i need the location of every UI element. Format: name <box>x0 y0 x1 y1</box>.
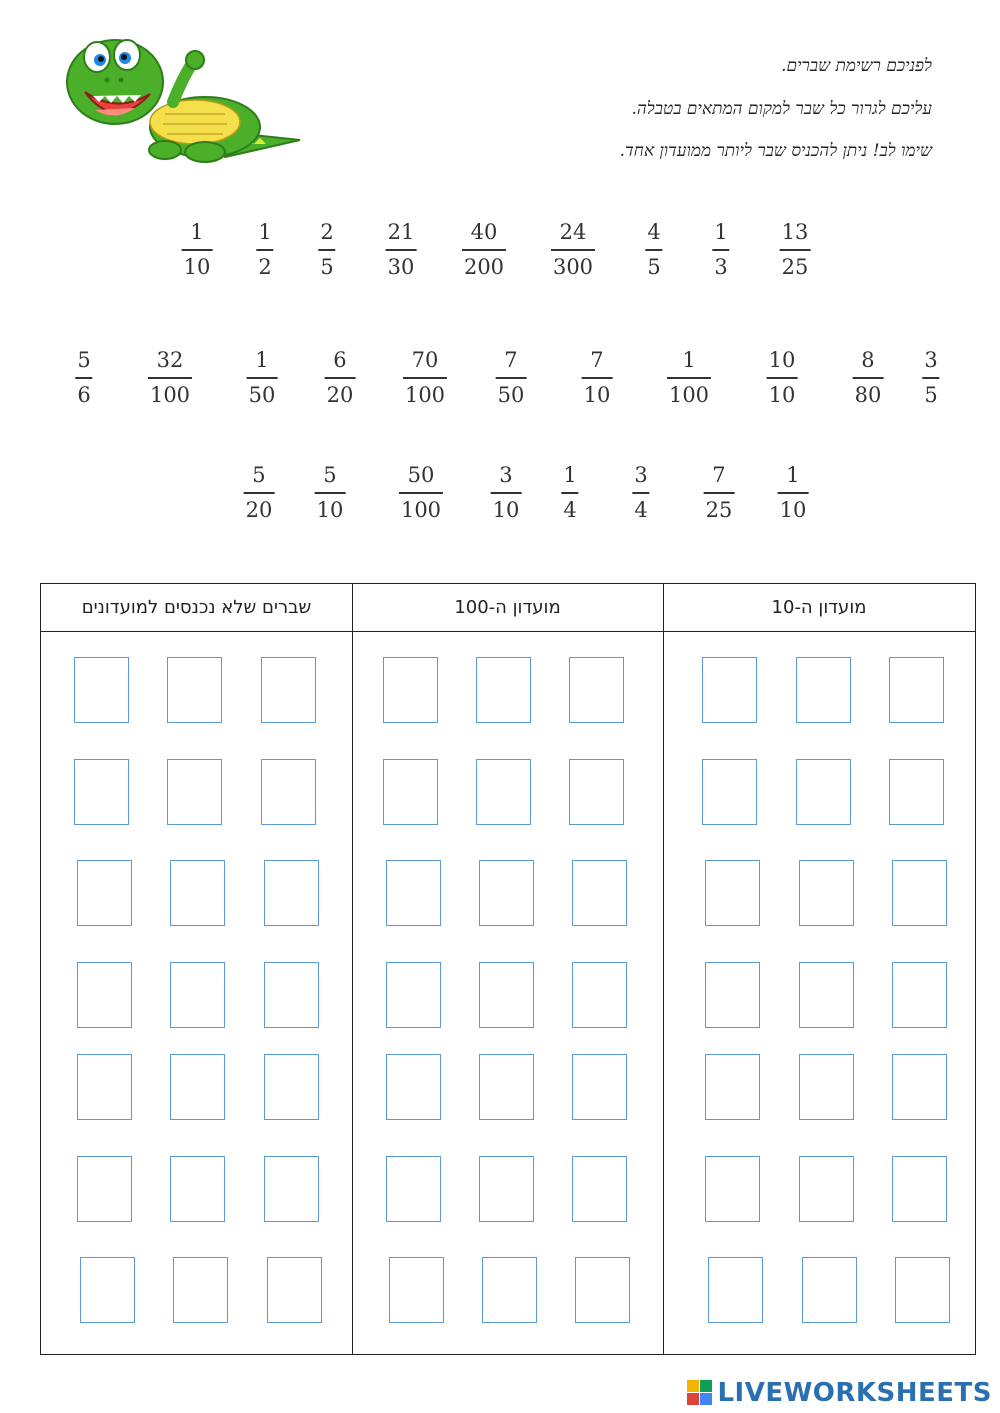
drop-slot-club-10[interactable] <box>796 657 851 723</box>
fraction-tile[interactable] <box>778 465 809 521</box>
fraction-tile[interactable] <box>247 350 278 406</box>
fraction-denominator: 10 <box>768 383 796 407</box>
fraction-numerator: 8 <box>861 348 875 372</box>
fraction-denominator: 2 <box>258 255 272 279</box>
drop-slot-club-100[interactable] <box>476 759 531 825</box>
fraction-denominator: 100 <box>149 383 191 407</box>
drop-slot-club-100[interactable] <box>482 1257 537 1323</box>
header-club-100: מועדון ה-100 <box>454 597 561 618</box>
drop-slot-club-100[interactable] <box>572 1156 627 1222</box>
drop-slot-club-10[interactable] <box>705 1054 760 1120</box>
fraction-denominator: 25 <box>781 255 809 279</box>
fraction-numerator: 1 <box>563 463 577 487</box>
fraction-numerator: 5 <box>323 463 337 487</box>
fraction-denominator: 100 <box>404 383 446 407</box>
drop-slot-not-in-clubs[interactable] <box>261 657 316 723</box>
fraction-tile[interactable] <box>491 465 522 521</box>
drop-slot-club-100[interactable] <box>569 657 624 723</box>
fraction-numerator: 40 <box>470 220 498 244</box>
header-divider <box>41 631 975 632</box>
fraction-denominator: 80 <box>854 383 882 407</box>
fraction-denominator: 25 <box>705 498 733 522</box>
drop-slot-club-10[interactable] <box>892 1054 947 1120</box>
drop-slot-club-100[interactable] <box>572 1054 627 1120</box>
fraction-denominator: 10 <box>492 498 520 522</box>
header-not-in-clubs: שברים שלא נכנסים למועדונים <box>81 597 312 618</box>
drop-slot-club-10[interactable] <box>799 962 854 1028</box>
drop-slot-not-in-clubs[interactable] <box>167 657 222 723</box>
drop-slot-club-100[interactable] <box>386 1054 441 1120</box>
fraction-denominator: 4 <box>634 498 648 522</box>
fraction-numerator: 7 <box>712 463 726 487</box>
fraction-denominator: 5 <box>320 255 334 279</box>
drop-slot-club-100[interactable] <box>476 657 531 723</box>
fraction-tile[interactable] <box>325 350 356 406</box>
fraction-numerator: 1 <box>190 220 204 244</box>
fraction-denominator: 3 <box>714 255 728 279</box>
drop-slot-club-10[interactable] <box>889 657 944 723</box>
fraction-denominator: 50 <box>497 383 525 407</box>
drop-slot-club-100[interactable] <box>383 759 438 825</box>
fraction-numerator: 50 <box>407 463 435 487</box>
fraction-denominator: 50 <box>248 383 276 407</box>
drop-slot-club-10[interactable] <box>802 1257 857 1323</box>
drop-slot-club-100[interactable] <box>386 1156 441 1222</box>
drop-slot-club-10[interactable] <box>892 1156 947 1222</box>
fraction-denominator: 20 <box>245 498 273 522</box>
fraction-denominator: 200 <box>463 255 505 279</box>
drop-slot-club-10[interactable] <box>892 962 947 1028</box>
drop-slot-not-in-clubs[interactable] <box>74 759 129 825</box>
fraction-tile[interactable] <box>244 465 275 521</box>
column-divider <box>352 584 353 1354</box>
drop-slot-not-in-clubs[interactable] <box>170 1156 225 1222</box>
drop-slot-club-100[interactable] <box>389 1257 444 1323</box>
fraction-tile[interactable] <box>582 350 613 406</box>
fraction-numerator: 3 <box>924 348 938 372</box>
fraction-numerator: 3 <box>499 463 513 487</box>
drop-slot-club-10[interactable] <box>799 860 854 926</box>
fraction-denominator: 5 <box>924 383 938 407</box>
drop-slot-not-in-clubs[interactable] <box>170 860 225 926</box>
drop-slot-club-10[interactable] <box>702 657 757 723</box>
fraction-numerator: 1 <box>255 348 269 372</box>
drop-slot-not-in-clubs[interactable] <box>77 860 132 926</box>
drop-slot-not-in-clubs[interactable] <box>261 759 316 825</box>
column-divider <box>663 584 664 1354</box>
fraction-denominator: 10 <box>316 498 344 522</box>
instruction-line-1: לפניכם רשימת שברים. <box>781 56 932 76</box>
drop-slot-club-100[interactable] <box>479 1054 534 1120</box>
fraction-tile[interactable] <box>462 222 506 278</box>
instruction-line-2: עליכם לגרור כל שבר למקום המתאים בטבלה. <box>631 99 932 119</box>
fraction-denominator: 300 <box>552 255 594 279</box>
fraction-numerator: 13 <box>781 220 809 244</box>
drop-slot-club-10[interactable] <box>705 962 760 1028</box>
fraction-tile[interactable] <box>386 222 417 278</box>
fraction-denominator: 100 <box>400 498 442 522</box>
drop-slot-club-100[interactable] <box>575 1257 630 1323</box>
drop-slot-club-10[interactable] <box>702 759 757 825</box>
drop-slot-club-100[interactable] <box>572 962 627 1028</box>
fraction-tile[interactable] <box>667 350 711 406</box>
fraction-numerator: 2 <box>320 220 334 244</box>
fraction-numerator: 3 <box>634 463 648 487</box>
fraction-denominator: 5 <box>647 255 661 279</box>
fraction-numerator: 1 <box>714 220 728 244</box>
fraction-denominator: 20 <box>326 383 354 407</box>
instruction-line-3: שימו לב! ניתן להכניס שבר ליותר ממועדון אחד. <box>619 141 932 161</box>
drop-slot-not-in-clubs[interactable] <box>77 1054 132 1120</box>
drop-slot-not-in-clubs[interactable] <box>170 1054 225 1120</box>
liveworksheets-logo <box>687 1379 992 1407</box>
drop-slot-club-10[interactable] <box>799 1156 854 1222</box>
fraction-numerator: 1 <box>682 348 696 372</box>
drop-slot-club-100[interactable] <box>383 657 438 723</box>
fraction-numerator: 1 <box>258 220 272 244</box>
fraction-numerator: 5 <box>77 348 91 372</box>
fraction-tile[interactable] <box>561 465 578 521</box>
fraction-tile[interactable] <box>853 350 884 406</box>
fraction-tile[interactable] <box>403 350 447 406</box>
drop-slot-not-in-clubs[interactable] <box>267 1257 322 1323</box>
fraction-denominator: 4 <box>563 498 577 522</box>
drop-slot-not-in-clubs[interactable] <box>264 962 319 1028</box>
drop-slot-club-100[interactable] <box>386 962 441 1028</box>
fraction-tile[interactable] <box>256 222 273 278</box>
fraction-denominator: 10 <box>183 255 211 279</box>
fraction-tile[interactable] <box>767 350 798 406</box>
drop-slot-club-10[interactable] <box>895 1257 950 1323</box>
sorting-table <box>40 583 976 1355</box>
fraction-numerator: 10 <box>768 348 796 372</box>
fraction-bank <box>0 0 1000 560</box>
drop-slot-club-10[interactable] <box>889 759 944 825</box>
drop-slot-not-in-clubs[interactable] <box>80 1257 135 1323</box>
brand-name: LIVEWORKSHEETS <box>717 1378 992 1408</box>
fraction-tile[interactable] <box>780 222 811 278</box>
drop-slot-not-in-clubs[interactable] <box>77 962 132 1028</box>
fraction-tile[interactable] <box>922 350 939 406</box>
drop-slot-not-in-clubs[interactable] <box>167 759 222 825</box>
drop-slot-club-10[interactable] <box>799 1054 854 1120</box>
fraction-numerator: 1 <box>786 463 800 487</box>
fraction-tile[interactable] <box>315 465 346 521</box>
drop-slot-club-10[interactable] <box>705 860 760 926</box>
fraction-tile[interactable] <box>399 465 443 521</box>
drop-slot-club-10[interactable] <box>892 860 947 926</box>
fraction-numerator: 7 <box>590 348 604 372</box>
fraction-numerator: 5 <box>252 463 266 487</box>
fraction-tile[interactable] <box>632 465 649 521</box>
drop-slot-not-in-clubs[interactable] <box>264 1156 319 1222</box>
fraction-tile[interactable] <box>645 222 662 278</box>
drop-slot-club-100[interactable] <box>569 759 624 825</box>
drop-slot-not-in-clubs[interactable] <box>173 1257 228 1323</box>
fraction-tile[interactable] <box>551 222 595 278</box>
drop-slot-not-in-clubs[interactable] <box>77 1156 132 1222</box>
drop-slot-not-in-clubs[interactable] <box>74 657 129 723</box>
drop-slot-not-in-clubs[interactable] <box>170 962 225 1028</box>
drop-slot-club-100[interactable] <box>479 860 534 926</box>
fraction-tile[interactable] <box>182 222 213 278</box>
drop-slot-club-100[interactable] <box>479 1156 534 1222</box>
fraction-numerator: 21 <box>387 220 415 244</box>
fraction-tile[interactable] <box>496 350 527 406</box>
drop-slot-club-10[interactable] <box>705 1156 760 1222</box>
fraction-denominator: 10 <box>583 383 611 407</box>
drop-slot-club-100[interactable] <box>386 860 441 926</box>
fraction-denominator: 10 <box>779 498 807 522</box>
drop-slot-not-in-clubs[interactable] <box>264 860 319 926</box>
fraction-denominator: 30 <box>387 255 415 279</box>
fraction-numerator: 6 <box>333 348 347 372</box>
fraction-numerator: 32 <box>156 348 184 372</box>
fraction-tile[interactable] <box>75 350 92 406</box>
header-club-10: מועדון ה-10 <box>771 597 867 618</box>
fraction-tile[interactable] <box>712 222 729 278</box>
fraction-numerator: 24 <box>559 220 587 244</box>
fraction-denominator: 6 <box>77 383 91 407</box>
fraction-tile[interactable] <box>704 465 735 521</box>
logo-blocks-icon <box>687 1380 713 1406</box>
drop-slot-not-in-clubs[interactable] <box>264 1054 319 1120</box>
drop-slot-club-10[interactable] <box>796 759 851 825</box>
fraction-denominator: 100 <box>668 383 710 407</box>
fraction-tile[interactable] <box>318 222 335 278</box>
fraction-numerator: 4 <box>647 220 661 244</box>
drop-slot-club-100[interactable] <box>479 962 534 1028</box>
drop-slot-club-10[interactable] <box>708 1257 763 1323</box>
fraction-tile[interactable] <box>148 350 192 406</box>
fraction-numerator: 7 <box>504 348 518 372</box>
fraction-numerator: 70 <box>411 348 439 372</box>
drop-slot-club-100[interactable] <box>572 860 627 926</box>
